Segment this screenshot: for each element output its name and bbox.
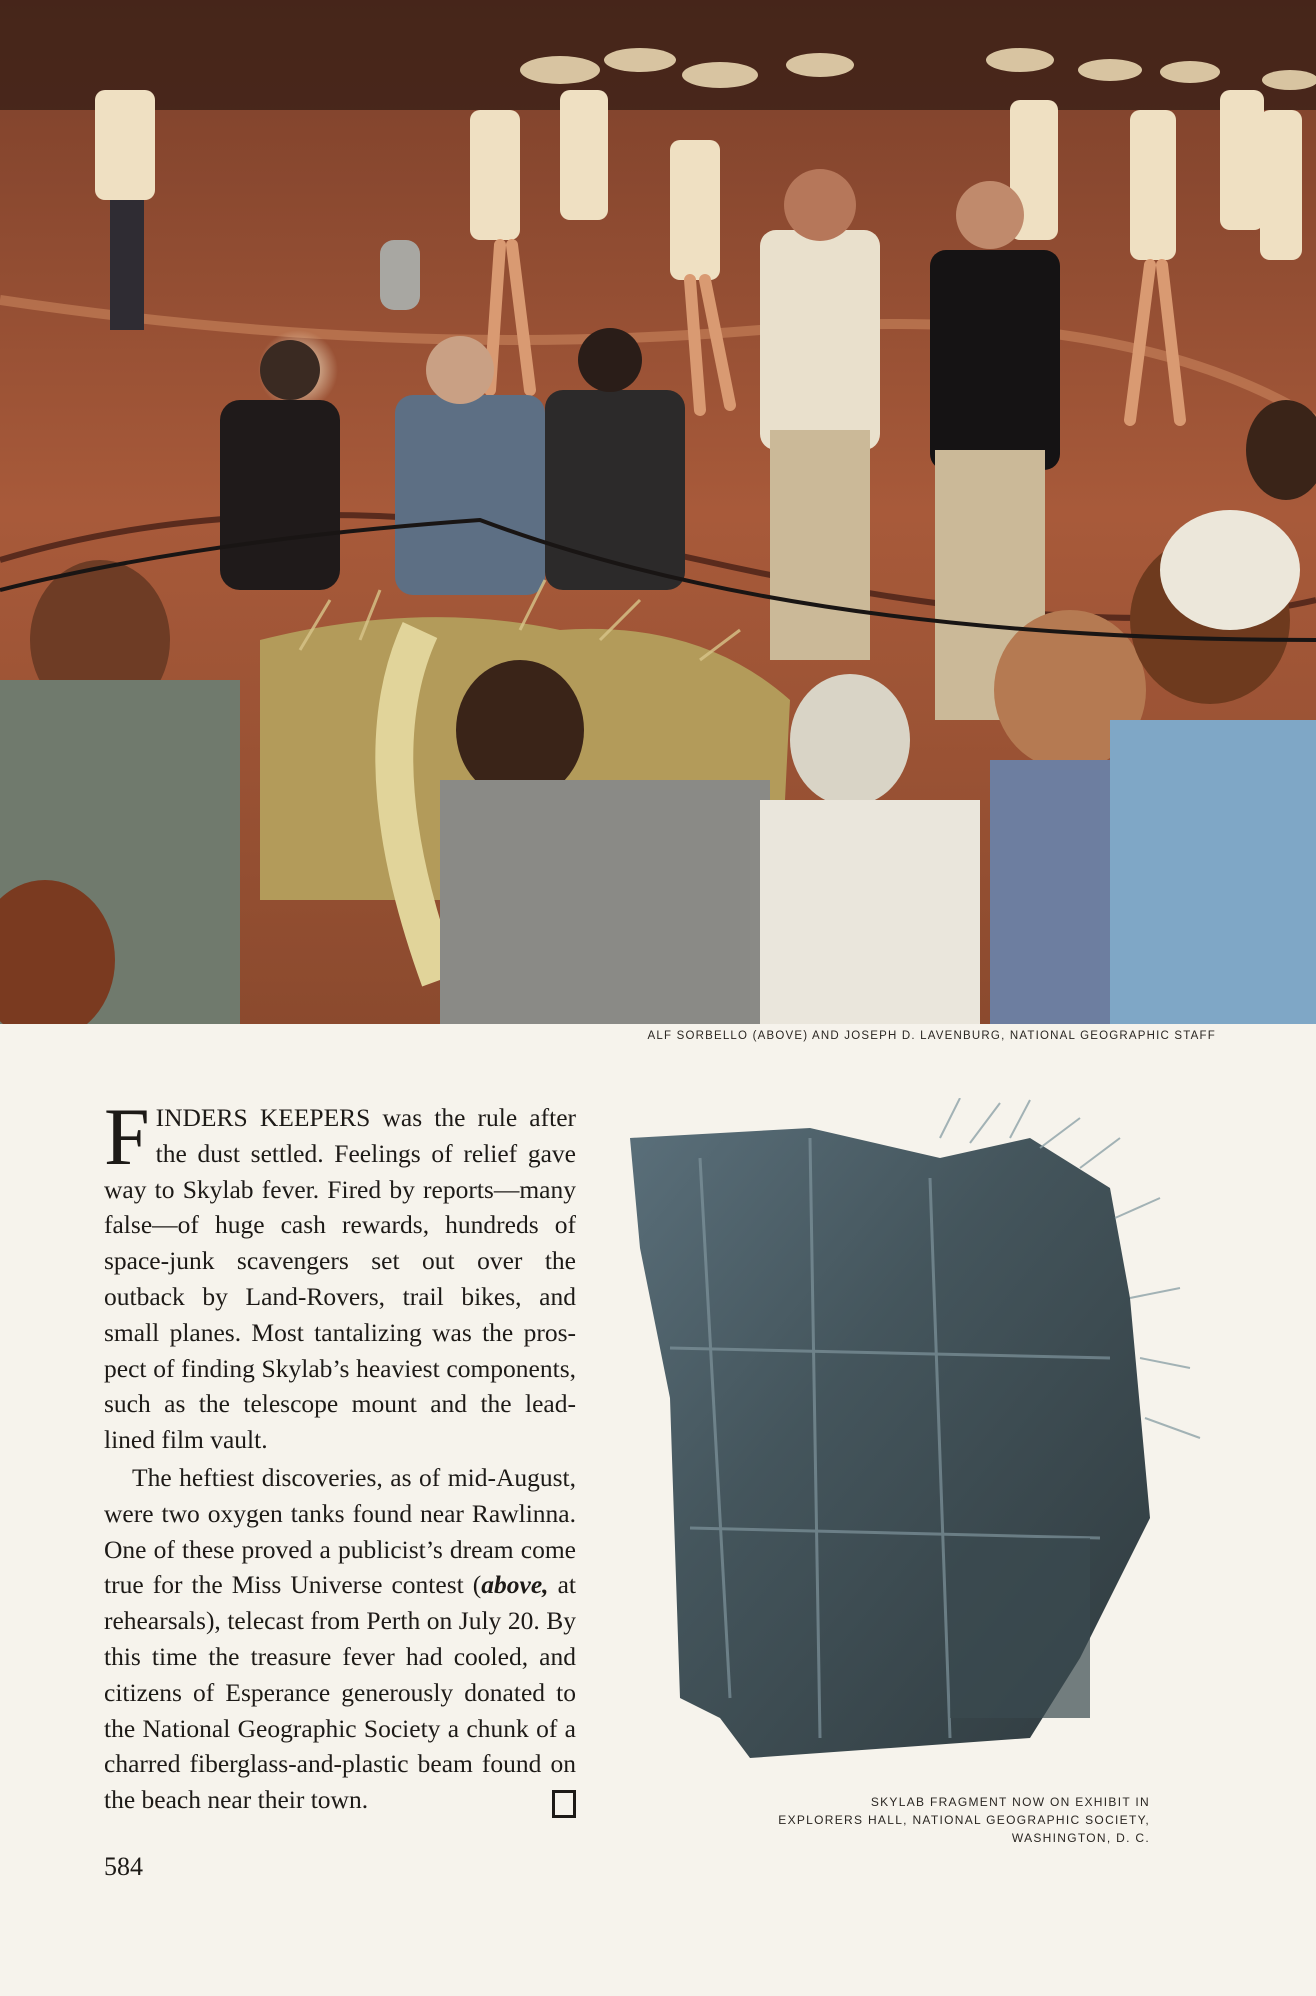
paragraph-1-text: INDERS KEEPERS was the rule after the dust settled. Feelings of relief gave way to Skylab fever. Fired by reports—many false—of huge cash rewards, hundreds of space-junk scavengers set out over the outback by Land-Rovers, trail bikes, and small planes. Most tantalizing was the prospect of finding Skylab’s heaviest components, such as the telescope mount and the lead-lined film vault.: [104, 1103, 576, 1455]
paragraph-2: [104, 1460, 576, 1818]
paragraph-2-text-before: The heftiest discoveries, as of mid-August, were two oxygen tanks found near Rawlinna. One of these proved a publicist’s dream come true for the Miss Universe contest (: [104, 1462, 576, 1600]
page-number: 584: [104, 1852, 143, 1881]
paragraph-2-text-after: at rehearsals), telecast from Perth on July 20. By this time the treasure fever had cooled, and citizens of Esperance generously donated to the National Geographic Society a chunk of a charred fiberglass-and-plastic beam found on the beach near their town.: [104, 1570, 576, 1815]
end-of-article-icon: [552, 1790, 576, 1818]
paragraph-1: [104, 1091, 576, 1458]
paragraph-2-emphasis: above,: [481, 1570, 549, 1600]
fragment-caption-line-2: EXPLORERS HALL, NATIONAL GEOGRAPHIC SOCIETY,: [778, 1813, 1150, 1827]
drop-cap: F: [104, 1091, 150, 1182]
fragment-caption-line-3: WASHINGTON, D. C.: [1011, 1831, 1150, 1845]
fragment-caption-line-1: SKYLAB FRAGMENT NOW ON EXHIBIT IN: [870, 1795, 1150, 1809]
photo-credit: ALF SORBELLO (ABOVE) AND JOSEPH D. LAVENBURG, NATIONAL GEOGRAPHIC STAFF: [647, 1030, 1216, 1042]
fragment-caption: [730, 1793, 1150, 1847]
photo-skylab-fragment: [610, 1098, 1230, 1788]
article-body: [104, 1091, 576, 1818]
